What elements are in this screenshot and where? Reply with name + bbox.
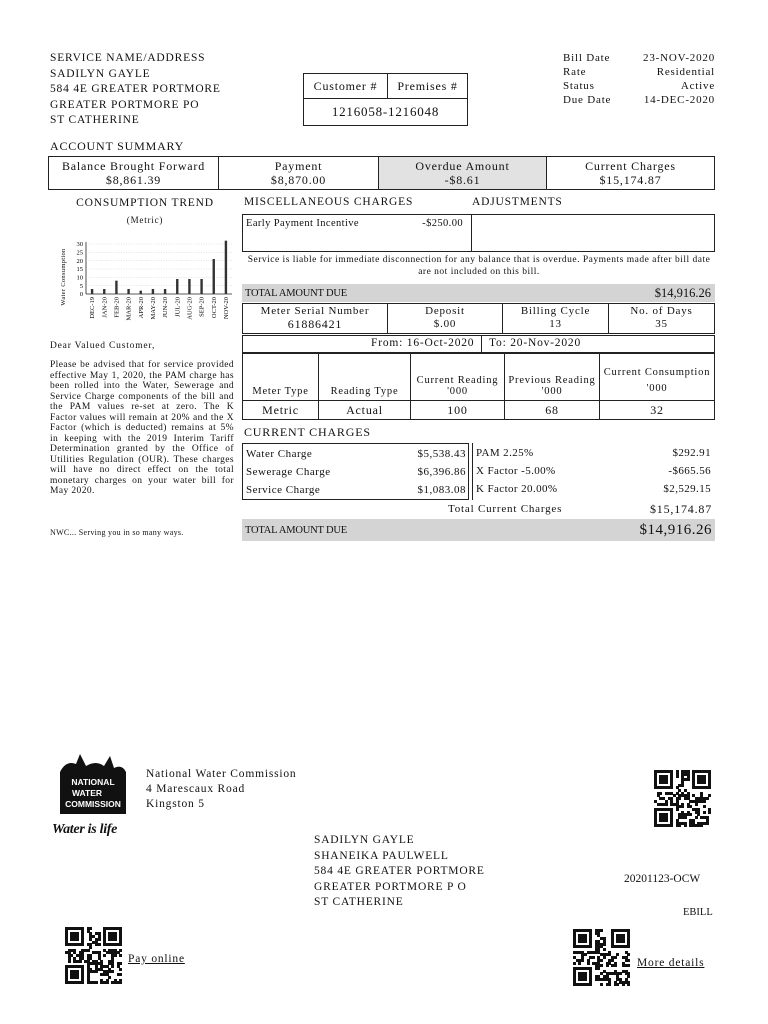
qr-module [584,978,587,981]
total-due-value: $14,916.26 [654,285,711,300]
qr-module [103,954,106,957]
charge-row-x-factor [476,462,711,480]
mailing-address-2: GREATER PORTMORE P O [314,880,467,893]
qr-module [76,976,79,979]
qr-module [589,983,592,986]
charge-label: K Factor 20.00% [476,483,558,495]
qr-module [665,803,668,806]
qr-module [119,943,122,946]
mailing-name-2: SHANEIKA PAULWELL [314,849,449,862]
qr-module [119,962,122,965]
qr-module [708,794,711,797]
service-label: SERVICE NAME/ADDRESS [50,52,206,64]
logo-line-2: WATER [71,788,103,798]
days-cell [609,304,714,333]
charge-label: Sewerage Charge [246,466,331,478]
due-date-value: 14-DEC-2020 [643,94,715,106]
qr-module [670,786,673,789]
qr-module [706,797,709,800]
qr-module [597,967,600,970]
qr-module [616,953,619,956]
qr-module [119,949,122,952]
qr-module [627,945,630,948]
adjustments-area [472,215,714,251]
qr-module [114,954,117,957]
chart-bar [225,241,227,294]
charge-row-pam [476,444,711,462]
days-value: 35 [655,318,668,330]
readings-header-consumption: Current Consumption '000 [603,367,711,394]
mailing-name-1: SADILYN GAYLE [314,834,415,846]
bill-date-value: 23-NOV-2020 [643,52,715,64]
qr-code-pay-online[interactable] [65,927,122,984]
qr-module [695,803,698,806]
chart-bar [91,289,93,294]
nwc-address-block [146,767,296,812]
due-date-label: Due Date [563,94,612,106]
water-drop-logo-icon [52,750,132,818]
chart-bar [140,291,142,294]
total-due-label: TOTAL AMOUNT DUE [245,287,347,299]
qr-module [703,805,706,808]
trend-title: CONSUMPTION TREND [76,197,214,209]
qr-module [681,784,684,787]
days-label: No. of Days [630,305,693,317]
summary-label: Payment [274,159,323,173]
qr-module [119,973,122,976]
qr-module [600,959,603,962]
qr-module [68,960,71,963]
qr-module [98,938,101,941]
org-address-1: 4 Marescaux Road [146,783,246,795]
qr-module [708,786,711,789]
qr-module [687,778,690,781]
billing-cycle-label: Billing Cycle [520,305,591,317]
qr-module [111,965,114,968]
reading-meter-type: Metric [243,401,319,420]
qr-module [114,938,117,941]
adjustments-title: ADJUSTMENTS [472,196,563,208]
summary-value: -$8.61 [444,173,481,187]
qr-module [706,822,709,825]
status-label: Status [563,80,595,92]
meter-serial-cell [243,304,388,333]
deposit-label: Deposit [425,305,465,317]
chart-x-tick-label: JAN-20 [101,297,109,318]
chart-bar [103,289,105,294]
chart-x-tick-label: OCT-20 [210,297,218,319]
chart-ylabel: Water Consumption [60,248,67,306]
qr-module [79,960,82,963]
early-payment-label: Early Payment Incentive [246,218,359,229]
qr-module [578,962,581,965]
current-charges-title: CURRENT CHARGES [244,425,371,439]
qr-module [700,824,703,827]
qr-module [87,949,90,952]
meter-serial-value: 61886421 [287,317,343,331]
qr-module [76,938,79,941]
charge-value: $1,083.08 [417,484,466,496]
charge-label: Service Charge [246,484,321,496]
qr-module [614,964,617,967]
qr-module [703,811,706,814]
period-row [242,335,715,353]
qr-module [622,983,625,986]
chart-x-tick-label: MAR-20 [125,297,133,321]
misc-charges-title: MISCELLANEOUS CHARGES [244,196,414,208]
account-summary-title: ACCOUNT SUMMARY [50,139,185,153]
period-to: To: 20-Nov-2020 [489,337,582,349]
charge-label: Water Charge [246,448,313,460]
summary-current-charges [547,157,714,189]
org-address-2: Kingston 5 [146,798,205,810]
summary-value: $15,174.87 [599,173,662,187]
summary-value: $8,861.39 [105,173,162,187]
qr-module [603,943,606,946]
qr-module [703,800,706,803]
address-line-3: ST CATHERINE [50,114,140,126]
charges-right-box [472,443,715,500]
more-details-link[interactable]: More details [637,957,705,969]
readings-header-previous: Previous Reading '000 [505,354,600,401]
qr-module [676,775,679,778]
readings-header-reading-type: Reading Type [319,354,411,401]
rate-value: Residential [656,66,715,78]
total-current-charges-label: Total Current Charges [448,503,563,515]
qr-module [119,968,122,971]
qr-module [603,956,606,959]
qr-module [670,824,673,827]
letter-body: Please be advised that for service provided effective May 1, 2020, the PAM charge has been rolled into the Water, Sewerage and Service Charge components of the bill and the PAM values re-set at zero. The K Factor values will remain at 20% and the X Factor (which is deducted) remains at 5% in keeping with the 2019 Interim Tariff Determination granted by the Office of Utilities Regulation (OUR). These charges will have no direct effect on the total monetary charges on your water bill for May 2020. [50,360,234,496]
qr-module [678,797,681,800]
address-line-1: 584 4E GREATER PORTMORE [50,83,221,95]
chart-y-tick-label: 0 [79,291,83,299]
reading-consumption: 32 [650,402,664,417]
chart-x-tick-label: DEC-19 [89,297,97,319]
qr-module [573,962,576,965]
chart-x-tick-label: FEB-20 [113,297,121,318]
qr-code-more-details[interactable] [573,929,630,986]
qr-module [619,972,622,975]
bill-date-label: Bill Date [563,52,611,64]
qr-module [581,959,584,962]
qr-module [676,808,679,811]
period-from: From: 16-Oct-2020 [371,337,475,349]
summary-label: Balance Brought Forward [61,159,206,173]
qr-module [600,983,603,986]
customer-number-label: Customer # [304,74,388,98]
readings-row [243,401,715,420]
pay-online-link[interactable]: Pay online [128,953,185,965]
qr-module [627,964,630,967]
qr-module [589,945,592,948]
qr-module [111,970,114,973]
qr-module [614,956,617,959]
charge-value: $292.91 [672,447,711,459]
letter-tagline: NWC... Serving you in so many ways. [50,528,184,537]
chart-x-tick-label: APR-20 [137,297,145,319]
charge-row-service [246,481,466,499]
logo-tagline: Water is life [52,822,118,837]
early-payment-value: -$250.00 [422,218,463,229]
qr-module [695,816,698,819]
deposit-value: $.00 [433,318,457,330]
chart-bar [213,259,215,294]
summary-label: Overdue Amount [415,159,510,173]
logo-line-3: COMMISSION [65,799,121,809]
charge-label: PAM 2.25% [476,447,534,459]
chart-bar [152,289,154,294]
chart-x-tick-label: JUN-20 [162,297,170,318]
chart-bar [164,289,166,294]
charge-row-k-factor [476,480,711,498]
chart-bar [188,279,190,294]
qr-module [98,943,101,946]
qr-module [600,964,603,967]
readings-table [242,353,715,420]
final-total-value: $14,916.26 [639,521,712,538]
summary-payment [219,157,379,189]
chart-bar [176,279,178,294]
chart-bar [127,289,129,294]
customer-premises-number: 1216058-1216048 [331,104,440,119]
qr-code-top-right [654,770,711,827]
misc-charges-box [242,214,715,252]
consumption-trend-chart [56,232,236,332]
chart-x-tick-label: SEP-20 [198,297,206,317]
ebill-label: EBILL [683,907,713,918]
org-name: National Water Commission [146,768,297,780]
account-summary-table [48,156,715,190]
mailing-address-3: ST CATHERINE [314,896,404,908]
total-current-charges-value: $15,174.87 [650,502,712,516]
chart-bar [115,281,117,294]
chart-x-tick-label: NOV-20 [222,297,230,320]
reading-type: Actual [319,401,411,420]
qr-module [659,792,662,795]
summary-label: Current Charges [585,159,676,173]
qr-module [616,983,619,986]
billing-cycle-value: 13 [549,318,562,330]
qr-module [95,981,98,984]
qr-module [119,981,122,984]
summary-value: $8,870.00 [270,173,327,187]
final-total-due-bar [242,519,715,541]
misc-charge-row [243,215,472,251]
qr-module [600,929,603,932]
billing-cycle-cell [503,304,609,333]
qr-module [703,781,706,784]
chart-y-tick-label: 30 [76,241,83,249]
bill-info-block [563,51,715,107]
readings-header-row [243,354,715,401]
deposit-cell [388,304,503,333]
meter-serial-label: Meter Serial Number [260,305,370,317]
letter-greeting: Dear Valued Customer, [50,341,156,351]
final-total-label: TOTAL AMOUNT DUE [245,524,347,536]
charge-value: $5,538.43 [417,448,466,460]
qr-module [592,956,595,959]
charges-left-box [242,443,469,500]
qr-module [627,959,630,962]
qr-module [608,983,611,986]
rate-label: Rate [563,66,587,78]
qr-module [665,819,668,822]
chart-x-tick-label: AUG-20 [186,297,194,320]
address-line-2: GREATER PORTMORE PO [50,98,200,111]
status-value: Active [680,80,715,92]
qr-module [708,811,711,814]
qr-module [89,946,92,949]
premises-number-label: Premises # [397,79,458,93]
charge-row-water [246,445,466,463]
chart-y-tick-label: 25 [76,249,83,257]
summary-overdue [379,157,547,189]
chart-y-tick-label: 20 [76,257,83,265]
summary-balance-forward [49,157,219,189]
chart-y-tick-label: 10 [76,274,83,282]
qr-module [684,824,687,827]
qr-module [106,981,109,984]
qr-module [681,805,684,808]
qr-module [627,953,630,956]
total-due-bar [242,284,715,302]
logo-line-1: NATIONAL [71,777,115,787]
qr-module [665,781,668,784]
qr-module [584,953,587,956]
charge-row-sewerage [246,463,466,481]
qr-module [606,964,609,967]
chart-y-tick-label: 5 [79,282,83,290]
qr-module [108,976,111,979]
qr-module [689,813,692,816]
chart-x-tick-label: MAY-20 [149,297,157,320]
qr-module [678,824,681,827]
qr-module [81,981,84,984]
qr-module [119,954,122,957]
charge-label: X Factor -5.00% [476,465,556,477]
charge-value: $6,396.86 [417,466,466,478]
trend-subtitle: (Metric) [126,215,164,225]
qr-module [587,962,590,965]
disconnection-notice: Service is liable for immediate disconnection for any balance that is overdue. Payments made after bill date are not included on this bill. [247,255,711,277]
customer-premises-box [303,73,468,126]
reading-previous: 68 [505,401,600,420]
charge-value: -$665.56 [668,465,711,477]
qr-module [627,975,630,978]
reading-current: 100 [411,401,505,420]
qr-module [584,940,587,943]
qr-module [89,927,92,930]
readings-header-meter-type: Meter Type [243,354,319,401]
readings-header-current: Current Reading '000 [411,354,505,401]
chart-y-tick-label: 15 [76,266,83,274]
customer-name: SADILYN GAYLE [50,67,151,80]
qr-module [81,943,84,946]
meter-info-table [242,303,715,334]
chart-bar [200,279,202,294]
qr-module [603,948,606,951]
mailing-address-1: 584 4E GREATER PORTMORE [314,865,485,877]
mailing-address-block [314,833,485,911]
qr-module [95,970,98,973]
qr-module [684,816,687,819]
service-address-block [50,51,221,129]
nwc-logo [52,750,132,838]
charge-value: $2,529.15 [663,483,711,495]
period-divider [481,336,482,352]
qr-module [622,940,625,943]
chart-x-tick-label: JUL-20 [174,297,182,317]
qr-module [627,983,630,986]
reference-code: 20201123-OCW [624,873,701,885]
